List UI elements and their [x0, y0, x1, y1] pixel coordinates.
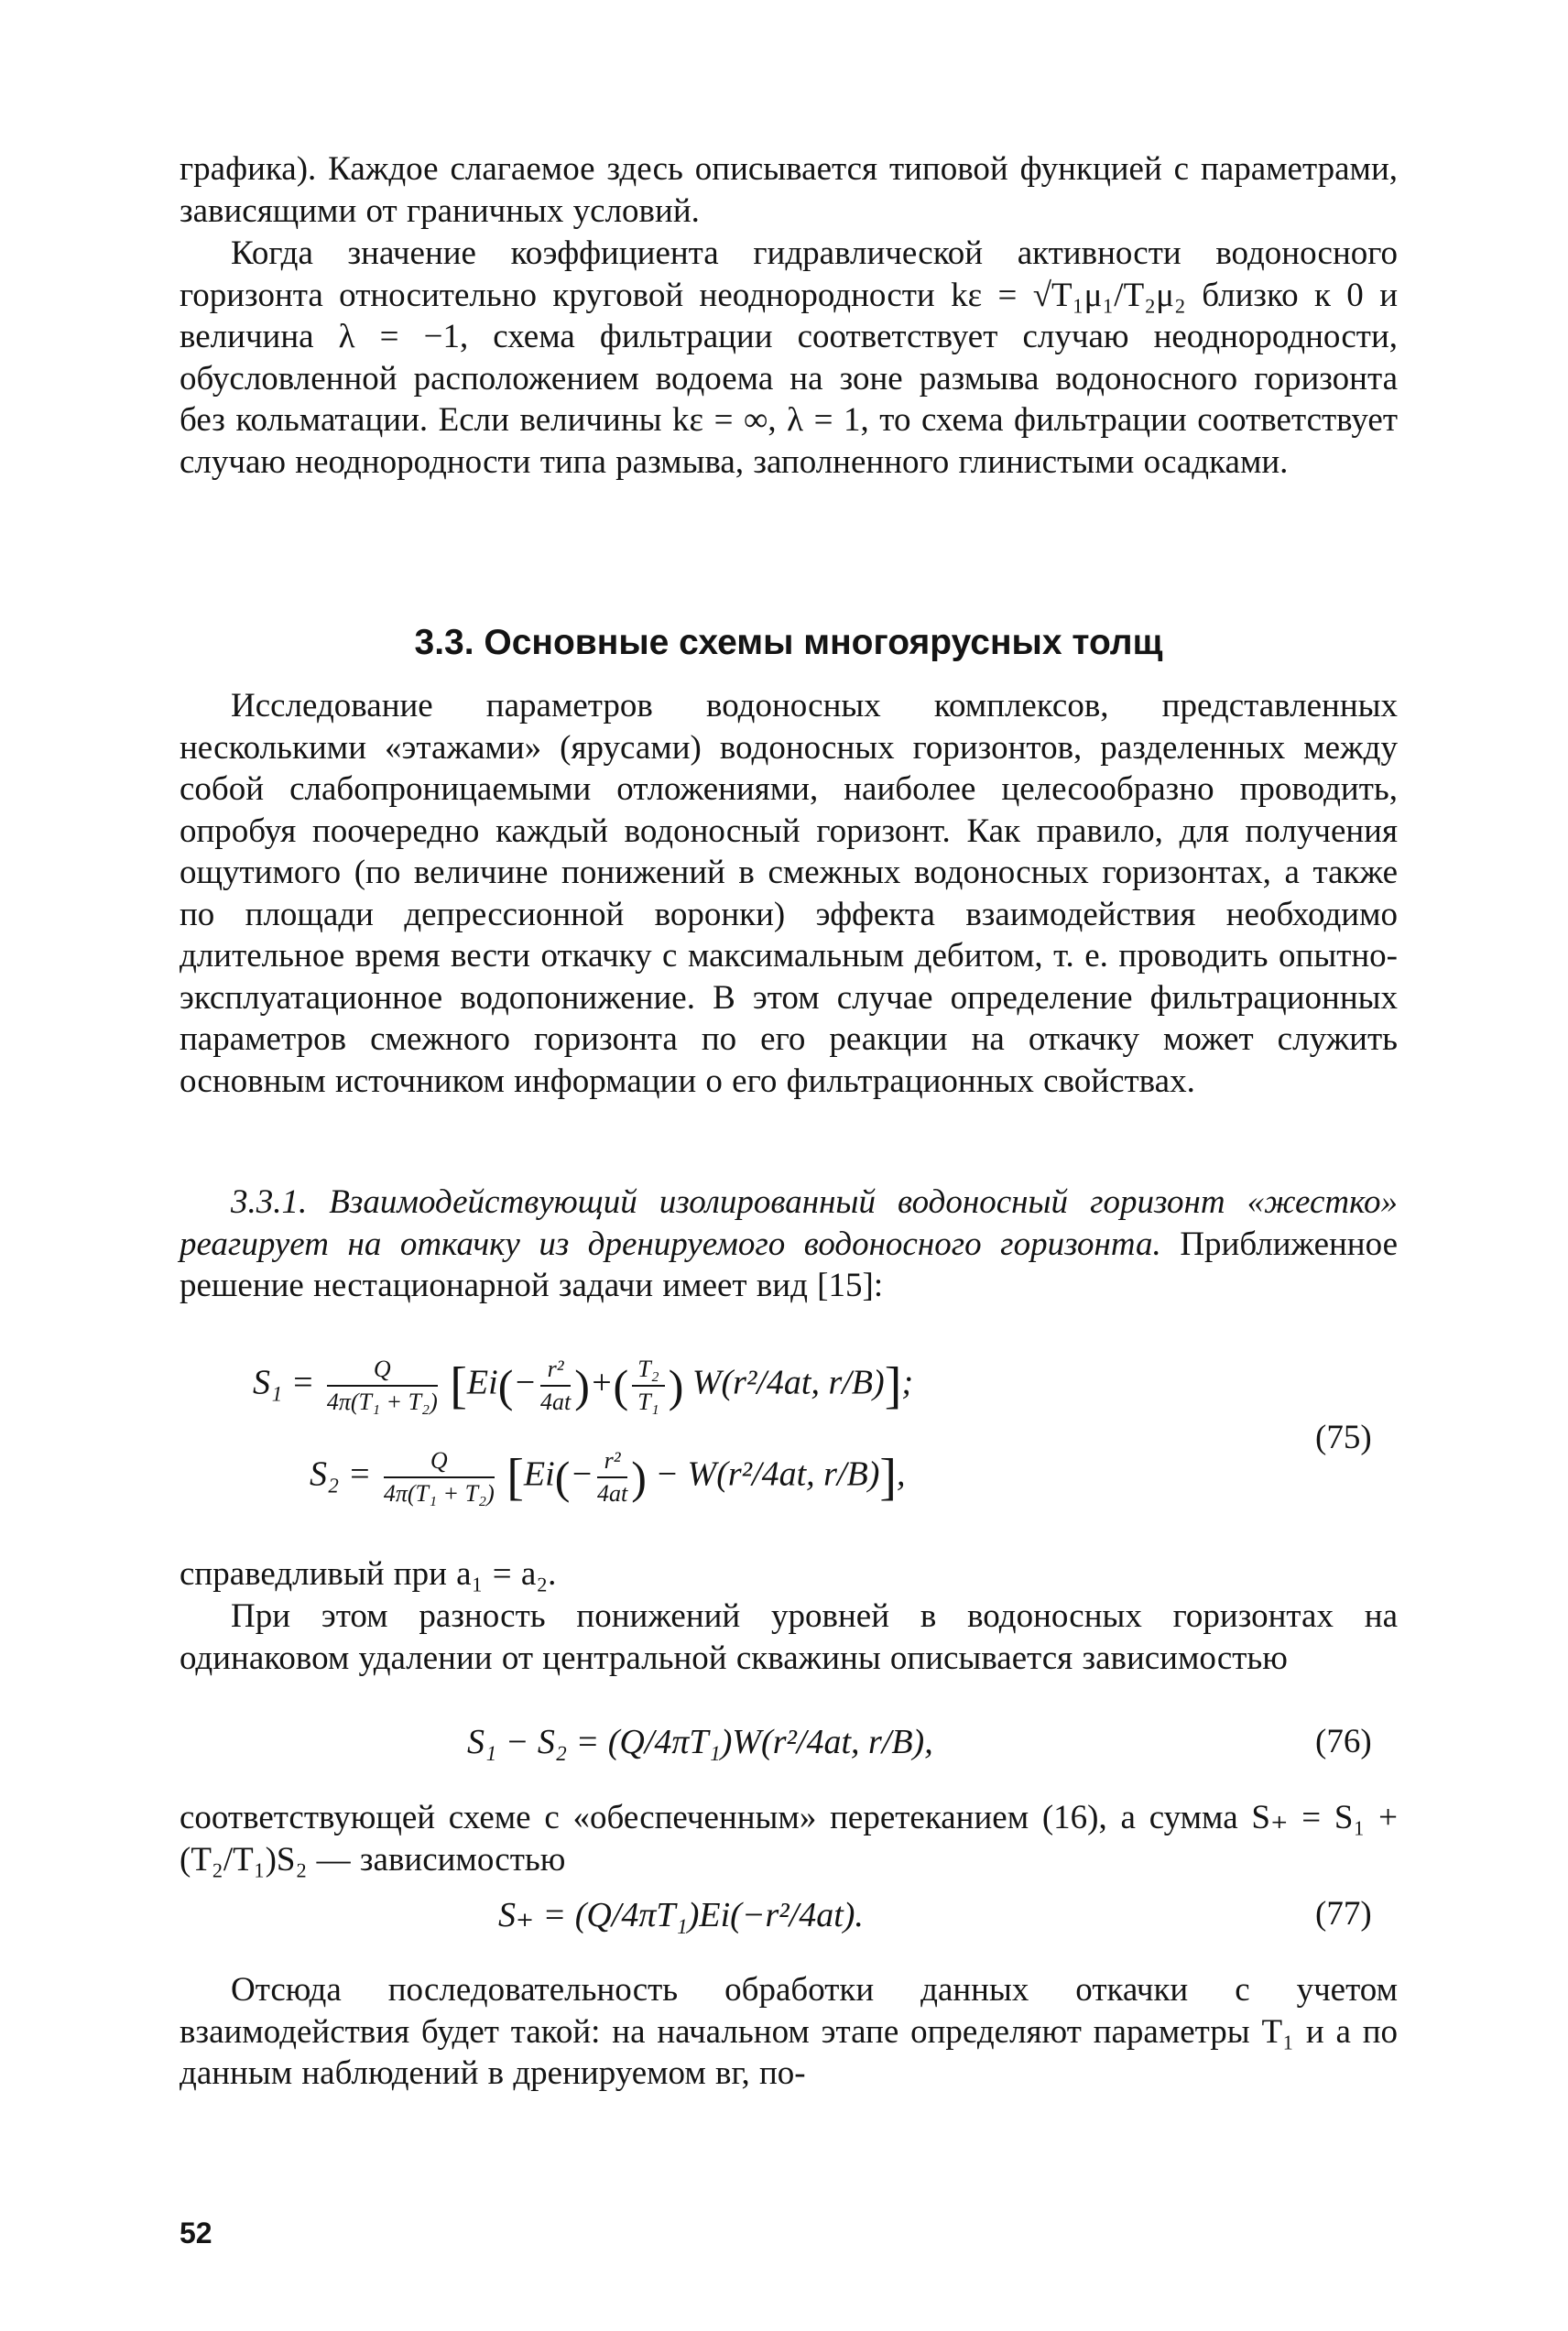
- paragraph-validity: справедливый при a₁ = a₂.: [180, 1555, 557, 1593]
- equation-75-line-2: S₂ = $\frac{Q}{\text{4π(T₁ + T₂)}}$ [Ei(− $\frac{\text{r²}}{4at}$ ) − W(r²/4at, r/B)],: [310, 1447, 906, 1507]
- paragraph-multilayer-study: Исследование параметров водоносных комплексов, представленных несколькими «этажами» (ярусами) водоносных горизонтов, разделенных между собой слабопроницаемыми отложениями, наиболее целесообразно проводить, опробуя поочередно каждый водоносный горизонт. Как правило, для получения ощутимого (по величине понижений в смежных водоносных горизонтах, а также по площади депрессионной воронки) эффекта взаимодействия необходимо длительное время вести откачку с максимальным дебитом, т. е. проводить опытно-эксплуатационное водопонижение. В этом случае определение фильтрационных параметров смежного горизонта по его реакции на откачку может служить основным источником информации о его фильтрационных свойствах.: [180, 687, 1398, 1100]
- paragraph-activity-coefficient: Когда значение коэффициента гидравлической активности водоносного горизонта относительно круговой неоднородности kε = √T₁μ₁/T₂μ₂ близко к 0 и величина λ = −1, схема фильтрации соответствует случаю неоднородности, обусловленной расположением водоема на зоне размыва водоносного горизонта без кольматации. Если величины kε = ∞, λ = 1, то схема фильтрации соответствует случаю неоднородности типа размыва, заполненного глинистыми осадками.: [180, 234, 1398, 481]
- eq75a-argument: $\frac{\text{r²}}{4at}$: [540, 1356, 572, 1415]
- equation-number-76: (76): [1315, 1723, 1372, 1760]
- equation-number-75: (75): [1315, 1419, 1372, 1456]
- equation-75-line-1: S₁ = $\frac{Q}{\text{4π(T₁ + T₂)}}$ [Ei(− $\frac{\text{r²}}{4at}$ )+( $\frac{\text{T₂}}{\text{T₁}}$ ) W(r²/4at, r/B)];: [253, 1356, 913, 1415]
- paragraph-subsection-3-3-1: [180, 1182, 1398, 1307]
- page-number: 52: [180, 2217, 212, 2249]
- eq75b-lhs: S₂ =: [310, 1454, 372, 1494]
- eq75a-transmissivity-ratio: $\frac{\text{T₂}}{\text{T₁}}$: [632, 1356, 665, 1416]
- paragraph-processing-sequence: Отсюда последовательность обработки данных откачки с учетом взаимодействия будет такой: на начальном этапе определяют параметры T₁ и a по данным наблюдений в дренируемом вг, по-: [180, 1971, 1398, 2092]
- subsection-text: Приближенное решение нестационарной задачи имеет вид [15]:: [180, 1225, 1398, 1304]
- equation-77: S₊ = (Q/4πT₁)Ei(−r²/4at).: [498, 1896, 864, 1934]
- paragraph-continuation: графика). Каждое слагаемое здесь описывается типовой функцией с параметрами, зависящими от граничных условий.: [180, 150, 1398, 230]
- equation-76: S₁ − S₂ = (Q/4πT₁)W(r²/4at, r/B),: [467, 1723, 933, 1761]
- section-heading: 3.3. Основные схемы многоярусных толщ: [414, 623, 1163, 662]
- eq75b-fraction: $\frac{Q}{\text{4π(T₁ + T₂)}}$: [383, 1447, 495, 1507]
- equation-number-77: (77): [1315, 1895, 1372, 1933]
- eq75a-fraction: $\frac{Q}{\text{4π(T₁ + T₂)}}$: [326, 1356, 438, 1415]
- eq75a-lhs: S₁ =: [253, 1363, 315, 1402]
- paragraph-difference: При этом разность понижений уровней в водоносных горизонтах на одинаковом удалении от центральной скважины описывается зависимостью: [180, 1597, 1398, 1677]
- subsection-title-italic: 3.3.1. Взаимодействующий изолированный водоносный горизонт «жестко» реагирует на откачку из дренируемого водоносного горизонта.: [180, 1183, 1398, 1263]
- paragraph-sum: соответствующей схеме с «обеспеченным» перетеканием (16), а сумма S₊ = S₁ + (T₂/T₁)S₂ — зависимостью: [180, 1799, 1398, 1879]
- eq75b-argument: $\frac{\text{r²}}{4at}$: [597, 1447, 628, 1507]
